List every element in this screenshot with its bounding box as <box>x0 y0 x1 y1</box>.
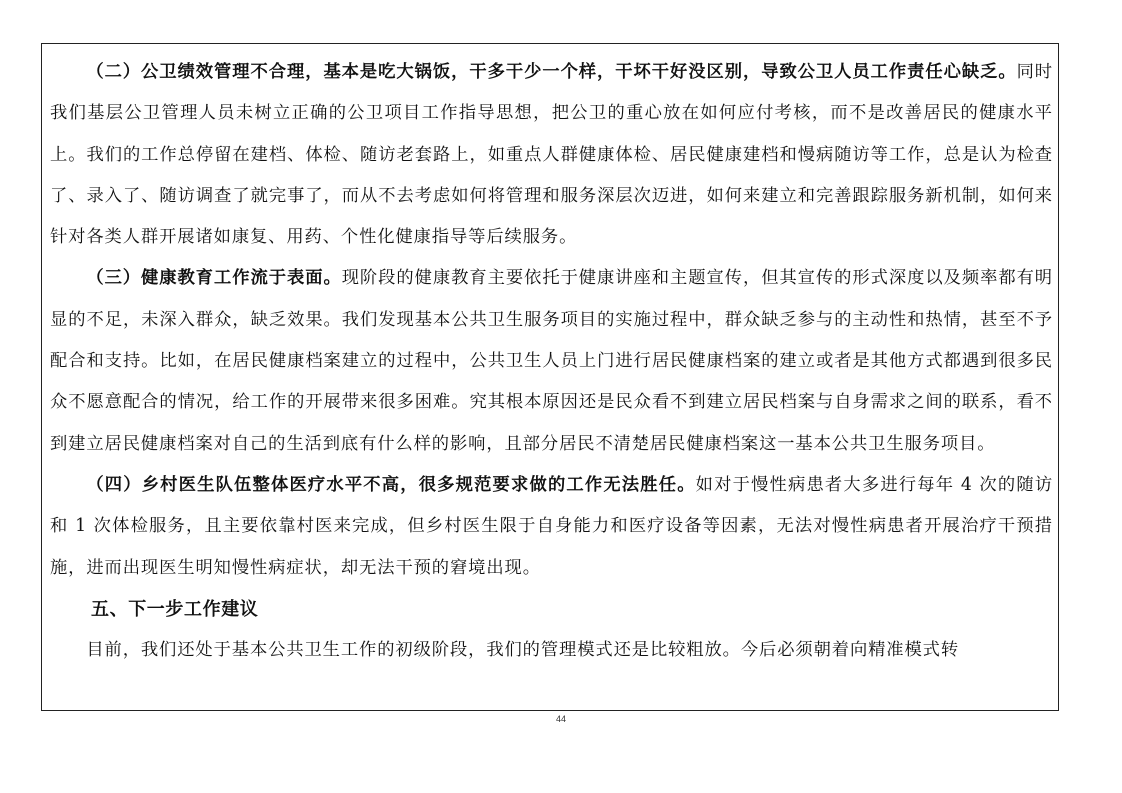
paragraph-lead: （四）乡村医生队伍整体医疗水平不高，很多规范要求做的工作无法胜任。 <box>86 474 696 495</box>
section-heading: 五、下一步工作建议 <box>91 598 259 620</box>
paragraph-body: 现阶段的健康教育主要依托于健康讲座和主题宣传，但其宣传的形式深度以及频率都有明显的不足，未深入群众，缺乏效果。我们发现基本公共卫生服务项目的实施过程中，群众缺乏参与的主动性和热情，甚至不予配合和支持。比如，在居民健康档案建立的过程中，公共卫生人员上门进行居民健康档案的建立或者是其他方式都遇到很多民众不愿意配合的情况，给工作的开展带来很多困难。究其根本原因还是民众看不到建立居民档案与自身需求之间的联系，看不到建立居民健康档案对自己的生活到底有什么样的影响，且部分居民不清楚居民健康档案这一基本公共卫生服务项目。 <box>50 268 1053 454</box>
paragraph-health-education <box>50 258 1053 464</box>
paragraph-lead: （二）公卫绩效管理不合理，基本是吃大锅饭，干多干少一个样，干坏干好没区别，导致公卫人员工作责任心缺乏。 <box>86 62 1017 82</box>
document-body <box>50 52 1053 671</box>
paragraph-performance-management <box>50 52 1053 258</box>
paragraph-next-steps: 目前，我们还处于基本公共卫生工作的初级阶段，我们的管理模式还是比较粗放。今后必须朝着向精准模式转 <box>86 639 960 660</box>
paragraph-body: 如对于慢性病患者大多进行每年 4 次的随访和 1 次体检服务，且主要依靠村医来完成，但乡村医生限于自身能力和医疗设备等因素，无法对慢性病患者开展治疗干预措施，进而出现医生明知慢性病症状，却无法干预的窘境出现。 <box>50 474 1054 578</box>
paragraph-rural-doctors <box>50 465 1053 589</box>
paragraph-lead: （三）健康教育工作流于表面。 <box>86 268 342 289</box>
paragraph-body: 同时我们基层公卫管理人员未树立正确的公卫项目工作指导思想，把公卫的重心放在如何应付考核，而不是改善居民的健康水平上。我们的工作总停留在建档、体检、随访老套路上，如重点人群健康体检、居民健康建档和慢病随访等工作，总是认为检查了、录入了、随访调查了就完事了，而从不去考虑如何将管理和服务深层次迈进，如何来建立和完善跟踪服务新机制，如何来针对各类人群开展诸如康复、用药、个性化健康指导等后续服务。 <box>50 62 1053 248</box>
page-number: 44 <box>555 714 566 724</box>
